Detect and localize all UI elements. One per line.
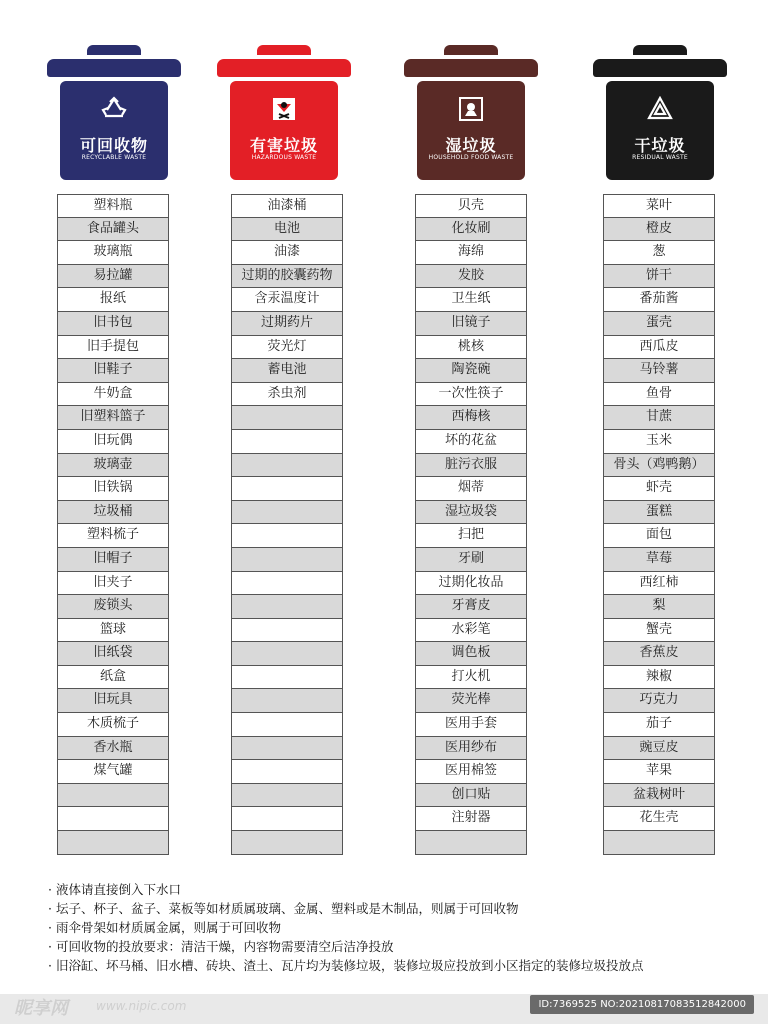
list-item: 牙膏皮 bbox=[415, 595, 527, 619]
bin-lid-handle bbox=[633, 45, 687, 55]
list-item: 西瓜皮 bbox=[603, 336, 715, 360]
bin-lid bbox=[47, 59, 181, 77]
watermark-url: www.nipic.com bbox=[96, 999, 187, 1013]
bin-header-0 bbox=[47, 45, 181, 180]
list-item: 玻璃壶 bbox=[57, 454, 169, 478]
list-item: 旧铁锅 bbox=[57, 477, 169, 501]
list-item: 巧克力 bbox=[603, 689, 715, 713]
list-item: 旧夹子 bbox=[57, 572, 169, 596]
list-item: 番茄酱 bbox=[603, 288, 715, 312]
bin-body bbox=[230, 81, 338, 180]
list-item: 荧光棒 bbox=[415, 689, 527, 713]
empty-row bbox=[231, 454, 343, 478]
list-item: 调色板 bbox=[415, 642, 527, 666]
empty-row bbox=[231, 501, 343, 525]
empty-row bbox=[57, 831, 169, 855]
empty-row bbox=[231, 666, 343, 690]
list-item: 过期化妆品 bbox=[415, 572, 527, 596]
list-item: 玉米 bbox=[603, 430, 715, 454]
note-line: · 雨伞骨架如材质属金属，则属于可回收物 bbox=[48, 920, 281, 935]
bin-body bbox=[60, 81, 168, 180]
item-column-0 bbox=[57, 194, 169, 855]
list-item: 西红柿 bbox=[603, 572, 715, 596]
list-item: 茄子 bbox=[603, 713, 715, 737]
list-item: 鱼骨 bbox=[603, 383, 715, 407]
list-item: 菜叶 bbox=[603, 194, 715, 218]
empty-row bbox=[231, 430, 343, 454]
empty-row bbox=[231, 548, 343, 572]
empty-row bbox=[231, 737, 343, 761]
list-item: 饼干 bbox=[603, 265, 715, 289]
bin-lid bbox=[593, 59, 727, 77]
list-item: 马铃薯 bbox=[603, 359, 715, 383]
list-item: 木质梳子 bbox=[57, 713, 169, 737]
bin-title: 可回收物 bbox=[79, 136, 148, 155]
empty-row bbox=[231, 572, 343, 596]
list-item: 塑料梳子 bbox=[57, 524, 169, 548]
list-item: 荧光灯 bbox=[231, 336, 343, 360]
list-item: 旧手提包 bbox=[57, 336, 169, 360]
empty-row bbox=[415, 831, 527, 855]
empty-row bbox=[231, 642, 343, 666]
list-item: 骨头（鸡鸭鹅） bbox=[603, 454, 715, 478]
list-item: 面包 bbox=[603, 524, 715, 548]
empty-row bbox=[231, 524, 343, 548]
list-item: 过期药片 bbox=[231, 312, 343, 336]
list-item: 陶瓷碗 bbox=[415, 359, 527, 383]
list-item: 蟹壳 bbox=[603, 619, 715, 643]
list-item: 报纸 bbox=[57, 288, 169, 312]
watermark-brand: 昵享网 bbox=[14, 998, 68, 1019]
empty-row bbox=[231, 784, 343, 808]
list-item: 扫把 bbox=[415, 524, 527, 548]
empty-row bbox=[231, 595, 343, 619]
list-item: 香蕉皮 bbox=[603, 642, 715, 666]
note-line: · 旧浴缸、坏马桶、旧水槽、砖块、渣土、瓦片均为装修垃圾，装修垃圾应投放到小区指定的装修垃圾投放点 bbox=[48, 958, 644, 973]
bin-subtitle: HAZARDOUS WASTE bbox=[251, 154, 317, 161]
list-item: 废锁头 bbox=[57, 595, 169, 619]
list-item: 电池 bbox=[231, 218, 343, 242]
empty-row bbox=[57, 807, 169, 831]
list-item: 花生壳 bbox=[603, 807, 715, 831]
list-item: 甘蔗 bbox=[603, 406, 715, 430]
image-id-label: ID:7369525 NO:20210817083512842000 bbox=[530, 995, 754, 1014]
list-item: 盆栽树叶 bbox=[603, 784, 715, 808]
empty-row bbox=[231, 760, 343, 784]
list-item: 牛奶盒 bbox=[57, 383, 169, 407]
bin-lid-handle bbox=[87, 45, 141, 55]
list-item: 化妆刷 bbox=[415, 218, 527, 242]
note-line: · 可回收物的投放要求：清洁干燥，内容物需要清空后洁净投放 bbox=[48, 939, 394, 954]
list-item: 塑料瓶 bbox=[57, 194, 169, 218]
list-item: 烟蒂 bbox=[415, 477, 527, 501]
list-item: 垃圾桶 bbox=[57, 501, 169, 525]
list-item: 豌豆皮 bbox=[603, 737, 715, 761]
notes-section bbox=[48, 880, 643, 975]
list-item: 旧玩偶 bbox=[57, 430, 169, 454]
list-item: 旧镜子 bbox=[415, 312, 527, 336]
list-item: 旧书包 bbox=[57, 312, 169, 336]
empty-row bbox=[231, 807, 343, 831]
list-item: 西梅核 bbox=[415, 406, 527, 430]
list-item: 海绵 bbox=[415, 241, 527, 265]
list-item: 杀虫剂 bbox=[231, 383, 343, 407]
list-item: 篮球 bbox=[57, 619, 169, 643]
list-item: 香水瓶 bbox=[57, 737, 169, 761]
bin-lid bbox=[404, 59, 538, 77]
note-line: · 液体请直接倒入下水口 bbox=[48, 882, 181, 897]
list-item: 医用棉签 bbox=[415, 760, 527, 784]
bin-subtitle: HOUSEHOLD FOOD WASTE bbox=[428, 154, 514, 161]
list-item: 梨 bbox=[603, 595, 715, 619]
list-item: 旧帽子 bbox=[57, 548, 169, 572]
list-item: 旧纸袋 bbox=[57, 642, 169, 666]
list-item: 玻璃瓶 bbox=[57, 241, 169, 265]
bin-body bbox=[417, 81, 525, 180]
list-item: 苹果 bbox=[603, 760, 715, 784]
list-item: 食品罐头 bbox=[57, 218, 169, 242]
list-item: 发胶 bbox=[415, 265, 527, 289]
recycle-icon bbox=[100, 95, 128, 123]
list-item: 注射器 bbox=[415, 807, 527, 831]
list-item: 贝壳 bbox=[415, 194, 527, 218]
bin-title: 干垃圾 bbox=[634, 136, 686, 155]
list-item: 蛋糕 bbox=[603, 501, 715, 525]
list-item: 旧鞋子 bbox=[57, 359, 169, 383]
item-column-1 bbox=[231, 194, 343, 855]
list-item: 草莓 bbox=[603, 548, 715, 572]
list-item: 油漆 bbox=[231, 241, 343, 265]
list-item: 含汞温度计 bbox=[231, 288, 343, 312]
list-item: 一次性筷子 bbox=[415, 383, 527, 407]
note-line: · 坛子、杯子、盆子、菜板等如材质属玻璃、金属、塑料或是木制品，则属于可回收物 bbox=[48, 901, 519, 916]
list-item: 纸盒 bbox=[57, 666, 169, 690]
list-item: 打火机 bbox=[415, 666, 527, 690]
bin-subtitle: RESIDUAL WASTE bbox=[632, 154, 688, 161]
list-item: 坏的花盆 bbox=[415, 430, 527, 454]
list-item: 牙刷 bbox=[415, 548, 527, 572]
list-item: 蓄电池 bbox=[231, 359, 343, 383]
empty-row bbox=[231, 406, 343, 430]
list-item: 虾壳 bbox=[603, 477, 715, 501]
bin-body bbox=[606, 81, 714, 180]
list-item: 湿垃圾袋 bbox=[415, 501, 527, 525]
empty-row bbox=[603, 831, 715, 855]
bin-header-3 bbox=[593, 45, 727, 180]
empty-row bbox=[231, 477, 343, 501]
list-item: 脏污衣服 bbox=[415, 454, 527, 478]
bin-subtitle: RECYCLABLE WASTE bbox=[81, 154, 147, 161]
empty-row bbox=[231, 619, 343, 643]
list-item: 油漆桶 bbox=[231, 194, 343, 218]
bin-lid bbox=[217, 59, 351, 77]
bin-lid-handle bbox=[444, 45, 498, 55]
list-item: 卫生纸 bbox=[415, 288, 527, 312]
empty-row bbox=[231, 689, 343, 713]
list-item: 煤气罐 bbox=[57, 760, 169, 784]
bin-title: 湿垃圾 bbox=[445, 136, 497, 155]
list-item: 旧塑料篮子 bbox=[57, 406, 169, 430]
food-waste-icon bbox=[457, 95, 485, 123]
bin-header-2 bbox=[404, 45, 538, 180]
hazardous-icon bbox=[270, 95, 298, 123]
list-item: 蛋壳 bbox=[603, 312, 715, 336]
bin-lid-handle bbox=[257, 45, 311, 55]
list-item: 易拉罐 bbox=[57, 265, 169, 289]
bin-title: 有害垃圾 bbox=[249, 136, 318, 155]
bin-header-1 bbox=[217, 45, 351, 180]
list-item: 创口贴 bbox=[415, 784, 527, 808]
list-item: 葱 bbox=[603, 241, 715, 265]
list-item: 辣椒 bbox=[603, 666, 715, 690]
list-item: 过期的胶囊药物 bbox=[231, 265, 343, 289]
list-item: 橙皮 bbox=[603, 218, 715, 242]
list-item: 桃核 bbox=[415, 336, 527, 360]
empty-row bbox=[231, 713, 343, 737]
list-item: 水彩笔 bbox=[415, 619, 527, 643]
list-item: 医用手套 bbox=[415, 713, 527, 737]
list-item: 医用纱布 bbox=[415, 737, 527, 761]
empty-row bbox=[57, 784, 169, 808]
empty-row bbox=[231, 831, 343, 855]
residual-icon bbox=[646, 95, 674, 123]
item-column-3 bbox=[603, 194, 715, 855]
list-item: 旧玩具 bbox=[57, 689, 169, 713]
item-column-2 bbox=[415, 194, 527, 855]
